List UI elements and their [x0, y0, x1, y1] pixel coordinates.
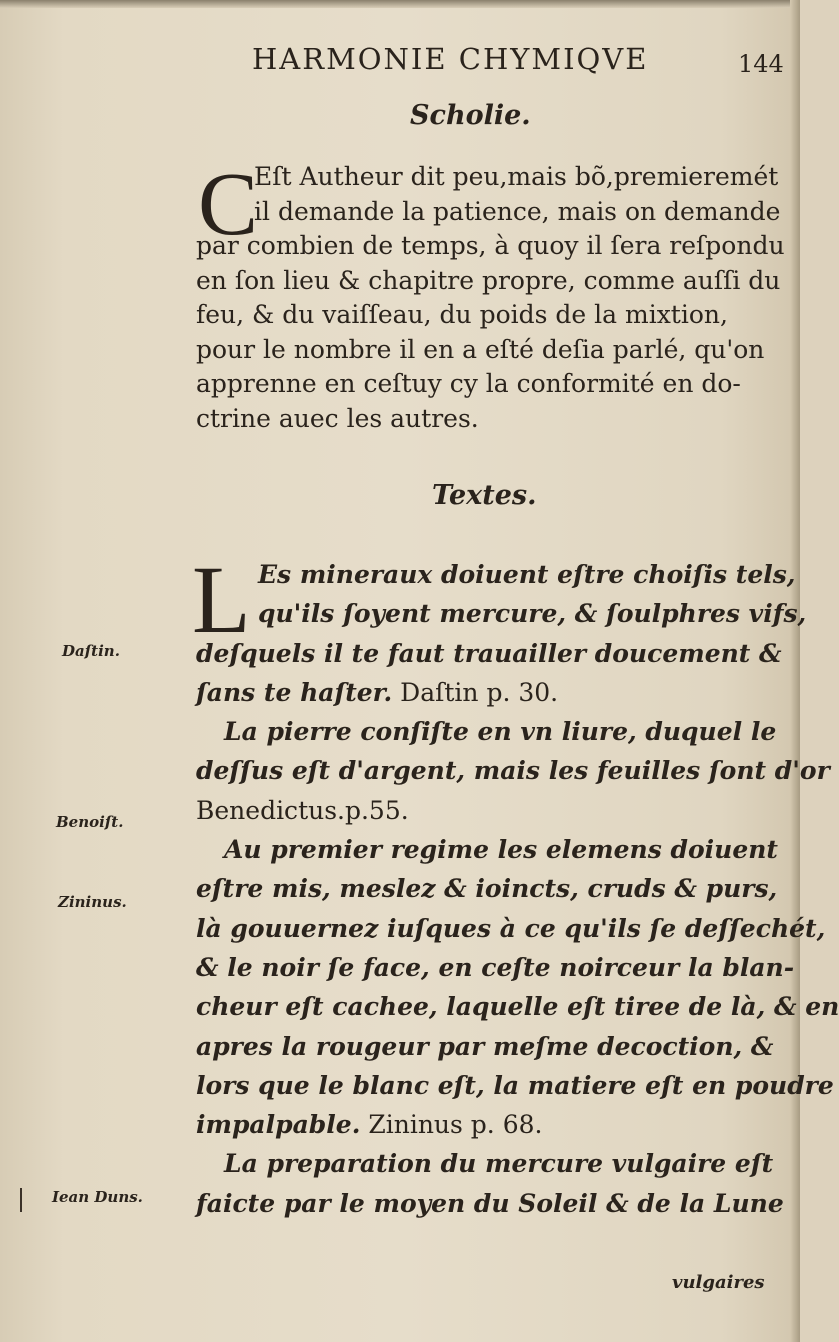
italic-text: là gouuernez iuſques à ce qu'ils ſe deſſechét,	[196, 913, 826, 943]
scholie-line: il demande la patience, mais on demande	[254, 196, 781, 226]
textes-paragraphs	[196, 555, 839, 1223]
italic-text: lors que le blanc eſt, la matiere eſt en poudre	[196, 1070, 834, 1100]
scholie-line: apprenne en ceſtuy cy la conformité en do-	[196, 369, 741, 398]
margin-note: Zininus.	[58, 893, 127, 911]
catchword: vulgaires	[672, 1272, 765, 1293]
italic-text: qu'ils ſoyent mercure, & ſoulphres vifs,	[258, 599, 807, 629]
scholie-paragraph	[196, 155, 785, 436]
italic-text: faicte par le moyen du Soleil & de la Lune	[196, 1188, 784, 1218]
scholie-line: ctrine auec les autres.	[196, 403, 479, 433]
italic-text: Au premier regime les elemens doiuent	[224, 835, 778, 865]
textes-line	[196, 751, 830, 790]
textes-line	[196, 987, 839, 1026]
textes-line	[196, 634, 782, 673]
textes-line	[196, 791, 774, 830]
textes-heading: Textes.	[432, 480, 537, 511]
italic-text: eſtre mis, meslez & ioincts, cruds & purs,	[196, 874, 778, 904]
margin-note: Iean Duns.	[52, 1188, 143, 1206]
scholie-heading: Scholie.	[410, 100, 531, 131]
scholie-line: feu, & du vaiſſeau, du poids de la mixtion,	[196, 300, 728, 329]
textes-line	[196, 1144, 774, 1183]
textes-line	[196, 869, 778, 908]
scholie-line: pour le nombre il en a eſté deſia parlé, qu'on	[196, 334, 765, 364]
textes-line	[196, 830, 778, 869]
citation: Daſtin p. 30.	[392, 677, 559, 707]
italic-text: deſſus eſt d'argent, mais les feuilles ſont d'or	[196, 756, 830, 786]
running-title: HARMONIE CHYMIQVE	[252, 42, 649, 76]
drop-capital-c: C	[198, 155, 259, 254]
textes-line	[196, 1066, 834, 1105]
margin-note: Daſtin.	[62, 642, 120, 660]
italic-text: & le noir ſe face, en ceſte noirceur la blan-	[196, 952, 795, 982]
scholie-line: Eſt Autheur dit peu,mais bõ,premieremét	[254, 162, 779, 191]
textes-line	[196, 909, 826, 948]
textes-line	[196, 594, 807, 633]
italic-text: Es mineraux doiuent eſtre choiſis tels,	[258, 560, 796, 589]
textes-line	[196, 555, 796, 594]
textes-line	[196, 673, 774, 712]
page-top-edge	[0, 0, 800, 8]
scholie-line: en ſon lieu & chapitre propre, comme auſſi du	[196, 265, 781, 295]
margin-rule	[20, 1188, 22, 1212]
scholie-line: par combien de temps, à quoy il ſera reſpondu	[196, 231, 785, 260]
textes-line	[196, 1105, 774, 1144]
citation: Benedictus.p.55.	[196, 795, 409, 825]
page-right-edge	[790, 0, 800, 1342]
italic-text: deſquels il te faut trauailler doucement &	[196, 638, 782, 668]
italic-text: apres la rougeur par meſme decoction, &	[196, 1031, 774, 1061]
italic-text: impalpable.	[196, 1110, 361, 1140]
italic-text: La pierre conſiſte en vn liure, duquel le	[224, 717, 777, 747]
margin-note: Benoiſt.	[56, 813, 124, 831]
textes-line	[196, 1027, 774, 1066]
drop-capital-l: L	[192, 546, 251, 653]
textes-line	[196, 1184, 784, 1223]
textes-line	[196, 948, 795, 987]
italic-text: La preparation du mercure vulgaire eſt	[224, 1149, 774, 1179]
italic-text: ſans te haſter.	[196, 677, 393, 707]
citation: Zininus p. 68.	[360, 1110, 543, 1140]
textes-line	[196, 712, 777, 751]
italic-text: cheur eſt cachee, laquelle eſt tiree de là, & en	[196, 992, 839, 1022]
page-number: 144	[738, 50, 784, 78]
